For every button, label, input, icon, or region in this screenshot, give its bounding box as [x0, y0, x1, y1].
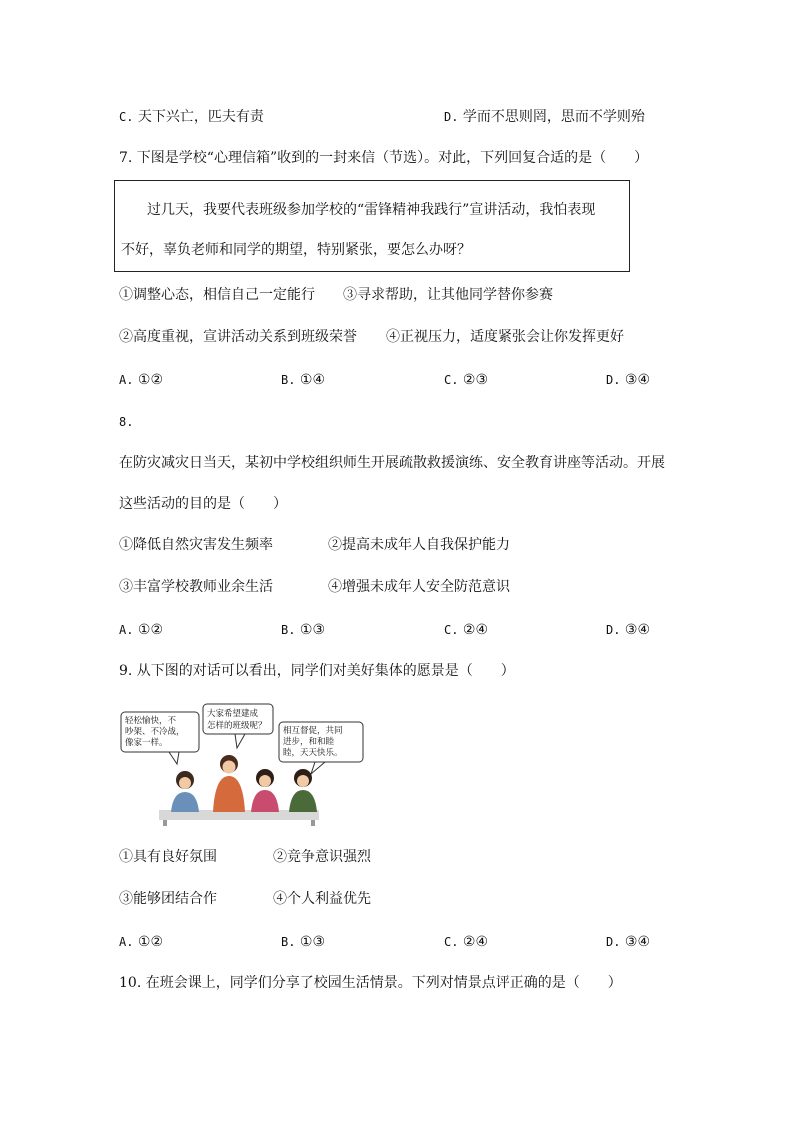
bubble-right-tail — [311, 762, 325, 774]
q8-stem-line-2: 这些活动的目的是（ ） — [119, 496, 287, 512]
q9-option-a-letter: A. — [119, 935, 134, 949]
q9-item-3: ③能够团结合作 — [119, 891, 217, 907]
bubble-left-line-1: 轻松愉快，不 — [125, 716, 177, 726]
q8-number: 8. — [119, 415, 134, 429]
q8-item-2: ②提高未成年人自我保护能力 — [328, 537, 510, 553]
q9-option-a — [119, 933, 163, 951]
q9-option-c-letter: C. — [444, 935, 459, 949]
q7-option-a — [119, 371, 163, 389]
q7-stem: 7. 下图是学校“心理信箱”收到的一封来信（节选）。对此，下列回复合适的是（ ） — [119, 150, 649, 166]
q8-option-a-letter: A. — [119, 623, 134, 637]
q7-option-b — [281, 371, 325, 389]
q9-item-1: ①具有良好氛围 — [119, 849, 217, 865]
q8-option-b-text: ①③ — [299, 622, 326, 638]
q8-item-4: ④增强未成年人安全防范意识 — [328, 579, 510, 595]
q9-item-2: ②竞争意识强烈 — [273, 849, 371, 865]
q7-letter-line-2: 不好，辜负老师和同学的期望，特别紧张，要怎么办呀？ — [121, 242, 471, 258]
q8-option-c-letter: C. — [444, 623, 459, 637]
q7-option-c-letter: C. — [444, 373, 459, 387]
bubble-left-line-2: 吵架、不冷战， — [125, 727, 185, 737]
q8-stem-line-1: 在防灾减灾日当天，某初中学校组织师生开展疏散救援演练、安全教育讲座等活动。开展 — [119, 455, 665, 471]
q9-option-d — [606, 933, 650, 951]
q7-option-a-text: ①② — [137, 372, 164, 388]
q8-option-d — [606, 621, 650, 639]
q7-option-c-text: ②③ — [462, 372, 489, 388]
q9-stem: 9. 从下图的对话可以看出，同学们对美好集体的愿景是（ ） — [119, 663, 515, 679]
q8-option-d-letter: D. — [606, 623, 621, 637]
q7-letter-box — [114, 180, 630, 272]
q9-item-4: ④个人利益优先 — [273, 891, 371, 907]
q6-option-d-text: 学而不思则罔，思而不学则殆 — [462, 109, 645, 125]
q6-option-d-letter: D. — [444, 110, 459, 124]
q9-option-b — [281, 933, 325, 951]
q8-item-1: ①降低自然灾害发生频率 — [119, 537, 273, 553]
bubble-mid-line-2: 怎样的班级呢？ — [207, 721, 267, 731]
q9-option-a-text: ①② — [137, 934, 164, 950]
student-3 — [289, 769, 317, 812]
q7-option-d-text: ③④ — [624, 372, 651, 388]
q7-item-2: ②高度重视，宣讲活动关系到班级荣誉 — [119, 329, 357, 345]
table-leg — [311, 820, 315, 826]
bubble-left-tail — [169, 752, 179, 764]
bubble-mid-tail — [235, 734, 245, 748]
q7-item-3: ③寻求帮助，让其他同学替你参赛 — [343, 287, 553, 303]
q7-option-d — [606, 371, 650, 389]
q7-option-b-text: ①④ — [299, 372, 326, 388]
q10-stem: 10. 在班会课上，同学们分享了校园生活情景。下列对情景点评正确的是（ ） — [119, 975, 622, 991]
student-2 — [251, 769, 279, 812]
bubble-right-line-3: 睦，天天快乐。 — [283, 748, 343, 758]
q9-dialogue-illustration — [119, 702, 365, 826]
q8-option-a — [119, 621, 163, 639]
teacher — [213, 755, 245, 812]
q9-option-b-letter: B. — [281, 935, 296, 949]
bubble-right-line-1: 相互督促，共同 — [283, 726, 343, 736]
table-leg — [163, 820, 167, 826]
bubble-right-line-2: 进步，和和睦 — [283, 737, 335, 747]
q7-option-c — [444, 371, 488, 389]
q7-item-4: ④正视压力，适度紧张会让你发挥更好 — [386, 329, 624, 345]
q9-option-d-text: ③④ — [624, 934, 651, 950]
q6-option-d — [444, 108, 645, 126]
q7-option-b-letter: B. — [281, 373, 296, 387]
q8-item-3: ③丰富学校教师业余生活 — [119, 579, 273, 595]
q9-option-b-text: ①③ — [299, 934, 326, 950]
student-1 — [171, 771, 199, 812]
q6-option-c-letter: C. — [119, 110, 134, 124]
q6-option-c-text: 天下兴亡，匹夫有责 — [137, 109, 264, 125]
q6-option-c — [119, 108, 264, 126]
q7-option-d-letter: D. — [606, 373, 621, 387]
q8-option-b-letter: B. — [281, 623, 296, 637]
bubble-left-line-3: 像家一样。 — [125, 738, 168, 748]
q9-option-c — [444, 933, 488, 951]
q7-letter-line-1: 过几天，我要代表班级参加学校的“雷锋精神我践行”宣讲活动，我怕表现 — [147, 202, 596, 218]
q7-option-a-letter: A. — [119, 373, 134, 387]
q8-option-d-text: ③④ — [624, 622, 651, 638]
q8-option-c — [444, 621, 488, 639]
q9-option-c-text: ②④ — [462, 934, 489, 950]
bubble-mid-line-1: 大家希望建成 — [207, 709, 259, 719]
q8-option-c-text: ②④ — [462, 622, 489, 638]
q8-option-b — [281, 621, 325, 639]
q9-option-d-letter: D. — [606, 935, 621, 949]
q7-item-1: ①调整心态，相信自己一定能行 — [119, 287, 315, 303]
q8-option-a-text: ①② — [137, 622, 164, 638]
